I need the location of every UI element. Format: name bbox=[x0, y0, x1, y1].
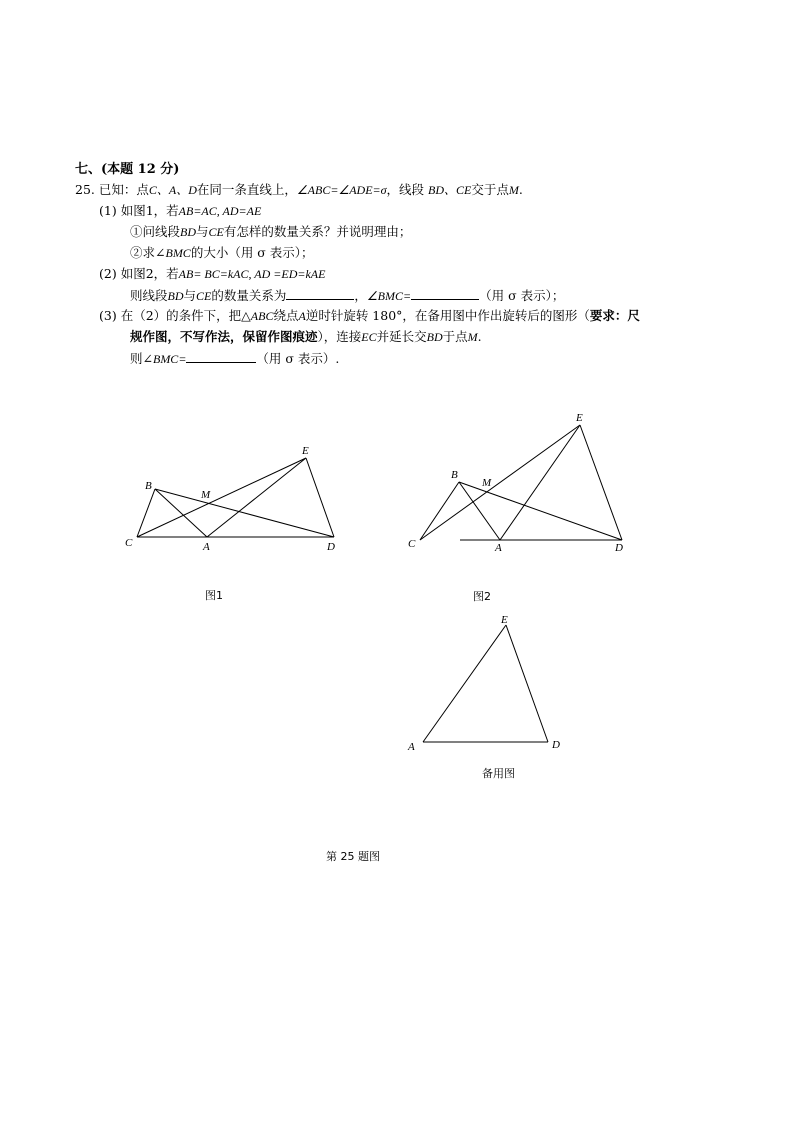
fig1-line-bd bbox=[155, 489, 334, 537]
part3-req1: 要求：尺 bbox=[589, 308, 640, 323]
fig3-line-ed bbox=[506, 625, 548, 742]
fig1-caption: 图1 bbox=[205, 589, 223, 602]
fig1-label-e: E bbox=[302, 445, 309, 457]
part3-text5: 并延长交 bbox=[376, 329, 427, 344]
fig3-label-a: A bbox=[408, 741, 415, 753]
part1-q2-angle: BMC bbox=[165, 246, 191, 260]
part1-q2-prefix: ②求∠ bbox=[130, 245, 166, 260]
part3-bd: BD bbox=[426, 330, 443, 344]
part2-ce: CE bbox=[196, 289, 212, 303]
figure-3 bbox=[423, 625, 548, 742]
part3-angle-prefix: 则∠ bbox=[130, 351, 153, 366]
part2-cond: AB= BC=kAC, AD =ED=kAE bbox=[178, 267, 326, 281]
part2-angle-label: ∠BMC= bbox=[366, 289, 412, 303]
fig2-label-b: B bbox=[451, 469, 458, 481]
part2-prefix: 则线段 bbox=[130, 288, 168, 303]
part2-label: (2) bbox=[99, 266, 117, 281]
fig2-line-bd bbox=[459, 482, 622, 540]
figure-2-labels bbox=[408, 412, 623, 554]
stem-after: ，线段 bbox=[386, 182, 425, 197]
stem-mid: 在同一条直线上， bbox=[196, 182, 297, 197]
fig2-caption: 图2 bbox=[473, 590, 491, 603]
part3-req2: 规作图，不写作法，保留作图痕迹 bbox=[130, 329, 318, 344]
part3-text2: 绕点 bbox=[273, 308, 299, 323]
part3-label: (3) bbox=[99, 308, 117, 323]
part3-pt-m: M bbox=[467, 330, 478, 344]
part3-angle-suffix: （用 σ 表示）. bbox=[256, 351, 340, 366]
fig1-label-b: B bbox=[145, 480, 152, 492]
part3-tri: ABC bbox=[250, 309, 274, 323]
figure-1 bbox=[137, 458, 334, 537]
section-heading: 七、(本题 12 分) bbox=[75, 162, 180, 177]
fig1-label-a: A bbox=[203, 541, 210, 553]
part1-q1-mid: 与 bbox=[196, 224, 209, 239]
part1-cond-prefix: 如图1，若 bbox=[120, 203, 179, 218]
part2-mid: 与 bbox=[183, 288, 197, 303]
fig2-label-a: A bbox=[495, 542, 502, 554]
fig2-line-ed bbox=[580, 425, 622, 540]
figure-2 bbox=[420, 425, 622, 540]
fig2-label-d: D bbox=[615, 542, 623, 554]
stem-end2: . bbox=[518, 182, 523, 197]
fig1-label-d: D bbox=[327, 541, 335, 553]
fig2-label-e: E bbox=[576, 412, 583, 424]
part3-angle: BMC= bbox=[152, 352, 187, 366]
part1-q1-bd: BD bbox=[180, 225, 197, 239]
fig2-line-ba bbox=[459, 482, 500, 540]
fig1-label-m: M bbox=[201, 489, 211, 501]
fig2-label-c: C bbox=[408, 538, 416, 550]
part3-text4: ），连接 bbox=[317, 329, 362, 344]
stem-points: C、A、D bbox=[148, 183, 197, 197]
part3-ec: EC bbox=[361, 330, 377, 344]
fig3-label-e: E bbox=[501, 614, 508, 626]
part1-q1-suffix: 有怎样的数量关系？并说明理由； bbox=[223, 224, 412, 239]
part1-cond: AB=AC, AD=AE bbox=[178, 204, 262, 218]
stem-point-m: M bbox=[508, 183, 519, 197]
fig2-line-ce bbox=[420, 425, 580, 540]
fig2-line-cb bbox=[420, 482, 459, 540]
fig1-label-c: C bbox=[125, 537, 133, 549]
fig2-line-ae bbox=[500, 425, 580, 540]
part1-q1-ce: CE bbox=[208, 225, 224, 239]
part2-sep: ， bbox=[354, 288, 367, 303]
fig3-caption: 备用图 bbox=[482, 767, 515, 780]
stem-segments: BD、CE bbox=[428, 183, 472, 197]
fig3-line-ae bbox=[423, 625, 506, 742]
fig1-line-ed bbox=[306, 458, 334, 537]
part3-text3: 逆时针旋转 180°，在备用图中作出旋转后的图形（ bbox=[305, 308, 590, 323]
stem-end1: 交于点 bbox=[471, 182, 509, 197]
stem-angle-eq: ∠ABC=∠ADE=σ bbox=[296, 183, 387, 197]
fig3-label-d: D bbox=[552, 739, 560, 751]
part3-pt-a: A bbox=[298, 309, 306, 323]
problem-number: 25. bbox=[75, 182, 95, 197]
part2-rel: 的数量关系为 bbox=[211, 288, 287, 303]
part1-label: (1) bbox=[99, 203, 117, 218]
overall-caption: 第 25 题图 bbox=[326, 850, 380, 863]
part3-text1: 在（2）的条件下，把△ bbox=[120, 308, 251, 323]
part3-text7: . bbox=[477, 329, 482, 344]
stem-intro: 已知：点 bbox=[98, 182, 149, 197]
part2-bd: BD bbox=[167, 289, 184, 303]
part2-suffix: （用 σ 表示）； bbox=[479, 288, 565, 303]
fig2-label-m: M bbox=[482, 477, 492, 489]
part2-cond-prefix: 如图2，若 bbox=[120, 266, 179, 281]
part3-text6: 于点 bbox=[442, 329, 468, 344]
part1-q1-prefix: ①问线段 bbox=[130, 224, 181, 239]
part1-q2-suffix: 的大小（用 σ 表示）； bbox=[190, 245, 314, 260]
